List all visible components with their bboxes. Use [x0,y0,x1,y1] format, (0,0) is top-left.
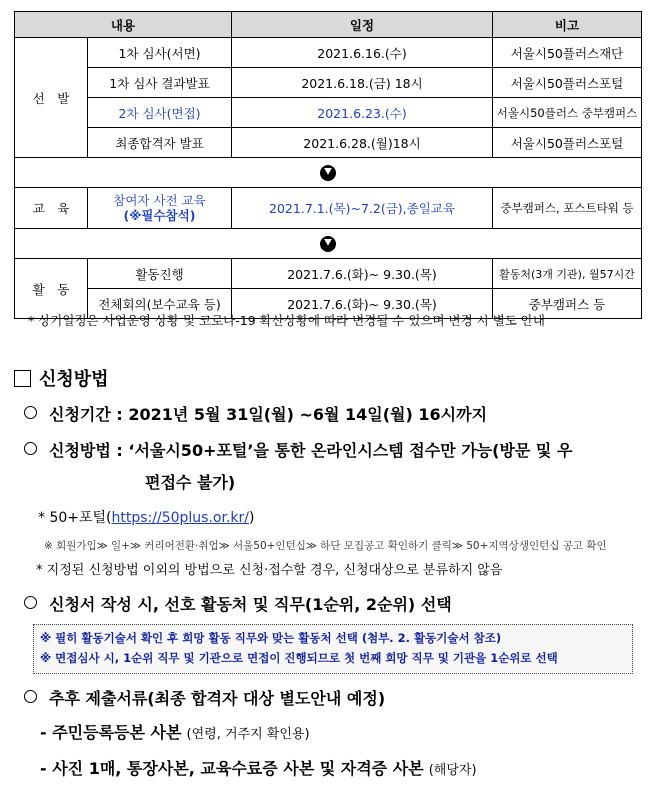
cell-remarks: 서울시50플러스포털 [493,68,642,98]
cell-remarks: 서울시50플러스포털 [493,128,642,158]
portal-suffix: ) [248,510,255,526]
portal-link[interactable]: https://50plus.or.kr/ [111,510,249,526]
schedule-table [14,11,642,319]
doc2-text: - 사진 1매, 통장사본, 교육수료증 사본 및 자격증 사본 [40,759,424,778]
cell-schedule: 2021.6.18.(금) 18시 [232,68,493,98]
docs-text: 추후 제출서류(최종 합격자 대상 별도안내 예정) [49,689,386,708]
cell-schedule: 2021.6.16.(수) [232,38,493,68]
cell-remarks: 중부캠퍼스 등 [493,289,642,319]
notice-item: ※ 필히 활동기술서 확인 후 희망 활동 직무와 맞는 활동처 선택 (첨부. 2. 활동기술서 참조) [40,631,502,645]
cell-schedule: 2021.7.6.(화)~ 9.30.(목) [232,259,493,289]
notice-box [33,624,633,674]
cell-remarks: 중부캠퍼스, 포스트타워 등 [493,188,642,229]
cell-content: 최종합격자 발표 [88,128,232,158]
table-header-row [15,12,642,38]
education-content: 참여자 사전 교육 [113,193,206,208]
select-text: 신청서 작성 시, 선호 활동처 및 직무(1순위, 2순위) 선택 [49,595,452,614]
notice-item: ※ 면접심사 시, 1순위 직무 및 기관으로 면접이 진행되므로 첫 번째 희망 직무 및 기관을 1순위로 선택 [40,651,558,665]
method-text-1: 신청방법 : ‘서울시50+포털’을 통한 온라인시스템 접수만 가능(방문 및 우 [49,441,573,460]
doc-item-1 [40,720,310,743]
activity-label: 활 동 [15,259,88,319]
arrow-row [15,158,642,188]
circle-bullet-icon [24,596,37,609]
doc1-note: (연령, 거주지 확인용) [186,727,310,742]
method-note: * 지정된 신청방법 이외의 방법으로 신청·접수할 경우, 신청대상으로 분류하지 않음 [36,563,503,578]
circle-bullet-icon [24,690,37,703]
square-icon [14,370,31,387]
table-row [15,188,642,229]
cell-schedule: 2021.6.28.(월)18시 [232,128,493,158]
docs-line [24,686,385,709]
down-arrow-icon [320,236,336,252]
select-line [24,592,452,615]
section-heading [14,365,109,391]
cell-content: 1차 심사 결과발표 [88,68,232,98]
portal-prefix: * 50+포털( [38,510,112,526]
cell-content: 활동진행 [88,259,232,289]
table-row [15,38,642,68]
arrow-row [15,229,642,259]
education-label: 교 육 [15,188,88,229]
circle-bullet-icon [24,442,37,455]
header-schedule: 일정 [232,12,493,38]
cell-schedule: 2021.7.1.(목)~7.2(금),종일교육 [232,188,493,229]
selection-label: 선 발 [15,38,88,158]
doc-item-2 [40,756,477,779]
table-row [15,128,642,158]
header-content: 내용 [15,12,232,38]
cell-remarks: 서울시50플러스 중부캠퍼스 [493,98,642,128]
cell-schedule: 2021.7.6.(화)~ 9.30.(목) [232,289,493,319]
method-text-2: 편접수 불가) [145,473,236,492]
cell-remarks: 서울시50플러스재단 [493,38,642,68]
cell-content: 1차 심사(서면) [88,38,232,68]
arrow-cell [15,158,642,188]
portal-path: ※ 회원가입≫ 일+≫ 커리어전환·취업≫ 서울50+인턴십≫ 하단 모집공고 확인하기 클릭≫ 50+지역상생인턴십 공고 확인 [44,540,607,552]
method-line [24,438,572,461]
table-row [15,98,642,128]
portal-line [38,507,254,527]
section-title: 신청방법 [39,369,109,390]
education-note: (※필수참석) [123,208,196,223]
table-row [15,259,642,289]
table-row [15,68,642,98]
header-remarks: 비고 [493,12,642,38]
doc2-note: (해당자) [428,763,477,778]
cell-content: 전체회의(보수교육 등) [88,289,232,319]
period-line [24,402,487,425]
cell-schedule: 2021.6.23.(수) [232,98,493,128]
cell-content: 2차 심사(면접) [88,98,232,128]
down-arrow-icon [320,165,336,181]
period-text: 신청기간 : 2021년 5월 31일(월) ~6월 14일(월) 16시까지 [49,405,488,424]
table-note: * 상기일정은 사업운영 상황 및 코로나-19 확산상황에 따라 변경될 수 있으며 변경 시 별도 안내 [28,313,545,328]
arrow-cell [15,229,642,259]
cell-content [88,188,232,229]
circle-bullet-icon [24,406,37,419]
cell-remarks: 활동처(3개 기관), 월57시간 [493,259,642,289]
doc1-text: - 주민등록등본 사본 [40,723,182,742]
